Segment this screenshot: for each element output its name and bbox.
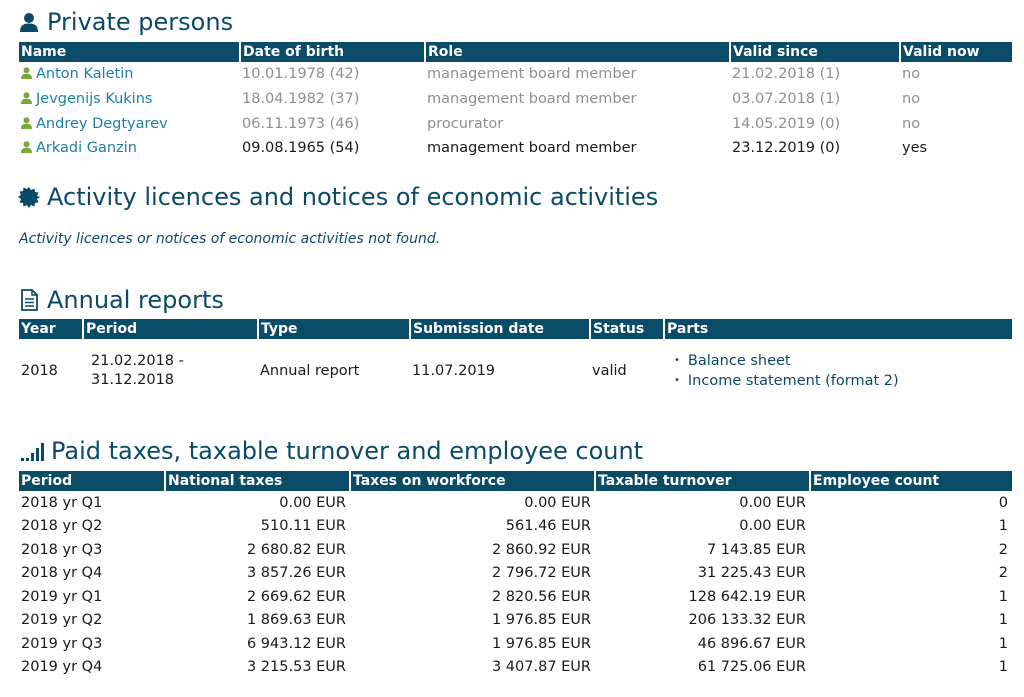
taxable-turnover: 46 896.67 EUR [697,635,806,652]
national-taxes: 1 869.63 EUR [246,612,346,629]
valid-since: 23.12.2019 (0) [732,140,841,157]
activity-licences-heading [18,183,658,211]
period-end: 31.12.2018 [91,372,175,388]
col-year[interactable]: Year [19,319,83,339]
person-icon [21,67,32,79]
table-header-row [19,471,1012,491]
role: procurator [427,115,504,132]
activity-licences-title: Activity licences and notices of economic activities [47,183,659,211]
private-persons-title: Private persons [47,8,234,36]
table-row [19,562,1012,586]
tax-period: 2018 yr Q1 [21,494,103,511]
col-taxable-turnover[interactable]: Taxable turnover [595,471,810,491]
tax-period: 2019 yr Q3 [21,635,103,652]
private-persons-heading [18,8,233,36]
taxable-turnover: 31 225.43 EUR [697,565,806,582]
tax-period: 2018 yr Q2 [21,518,103,535]
taxes-on-workforce: 3 407.87 EUR [491,659,591,676]
taxes-on-workforce: 2 820.56 EUR [491,588,591,605]
employee-count: 1 [998,635,1008,652]
national-taxes: 3 215.53 EUR [246,659,346,676]
table-row [19,87,1012,112]
table-row [19,609,1012,633]
table-header-row [19,319,1012,339]
tax-period: 2018 yr Q4 [21,565,103,582]
valid-now: yes [902,140,928,157]
col-role[interactable]: Role [425,42,730,62]
col-taxes-on-workforce[interactable]: Taxes on workforce [350,471,595,491]
col-employee-count[interactable]: Employee count [810,471,1012,491]
report-parts [664,339,1012,403]
valid-since: 21.02.2018 (1) [732,66,841,83]
report-status: valid [592,363,627,379]
national-taxes: 3 857.26 EUR [246,565,346,582]
paid-taxes-title: Paid taxes, taxable turnover and employee count [51,437,644,465]
employee-count: 2 [998,565,1008,582]
licences-empty-note: Activity licences or notices of economic activities not found. [19,231,441,247]
valid-now: no [902,91,921,108]
user-icon [18,11,40,33]
taxes-on-workforce: 561.46 EUR [505,518,591,535]
col-period[interactable]: Period [19,471,165,491]
person-icon [21,141,32,153]
taxes-on-workforce: 1 976.85 EUR [491,635,591,652]
report-submission-date: 11.07.2019 [412,363,496,379]
person-icon [21,117,32,129]
col-valid-now[interactable]: Valid now [900,42,1012,62]
taxable-turnover: 128 642.19 EUR [688,588,806,605]
tax-period: 2019 yr Q1 [21,588,103,605]
table-row [19,585,1012,609]
valid-now: no [902,66,921,83]
table-row [19,632,1012,656]
table-header-row [19,42,1012,62]
valid-since: 14.05.2019 (0) [732,115,841,132]
table-row [19,136,1012,161]
col-parts[interactable]: Parts [664,319,1012,339]
date-of-birth: 06.11.1973 (46) [242,115,360,132]
col-status[interactable]: Status [590,319,664,339]
col-name[interactable]: Name [19,42,240,62]
taxes-on-workforce: 1 976.85 EUR [491,612,591,629]
role: management board member [427,66,637,83]
taxable-turnover: 7 143.85 EUR [706,541,806,558]
taxable-turnover: 206 133.32 EUR [688,612,806,629]
table-row [19,515,1012,539]
col-period[interactable]: Period [83,319,258,339]
table-row [19,62,1012,87]
paid-taxes-table [19,471,1012,679]
signal-bars-icon [18,440,44,462]
table-row [19,491,1012,515]
col-national-taxes[interactable]: National taxes [165,471,350,491]
date-of-birth: 09.08.1965 (54) [242,140,360,157]
taxable-turnover: 0.00 EUR [739,518,806,535]
report-type: Annual report [260,363,360,379]
annual-reports-table [19,319,1012,403]
employee-count: 2 [998,541,1008,558]
col-date-of-birth[interactable]: Date of birth [240,42,425,62]
taxable-turnover: 61 725.06 EUR [697,659,806,676]
taxes-on-workforce: 2 860.92 EUR [491,541,591,558]
role: management board member [427,140,637,157]
col-valid-since[interactable]: Valid since [730,42,900,62]
tax-period: 2019 yr Q2 [21,612,103,629]
person-icon [21,92,32,104]
role: management board member [427,91,637,108]
national-taxes: 510.11 EUR [260,518,346,535]
report-year: 2018 [21,363,58,379]
document-icon [18,289,40,311]
employee-count: 1 [998,588,1008,605]
taxes-on-workforce: 2 796.72 EUR [491,565,591,582]
date-of-birth: 10.01.1978 (42) [242,66,360,83]
national-taxes: 0.00 EUR [279,494,346,511]
col-type[interactable]: Type [258,319,410,339]
taxable-turnover: 0.00 EUR [739,494,806,511]
national-taxes: 6 943.12 EUR [246,635,346,652]
table-row [19,339,1012,403]
report-period [83,339,258,403]
valid-now: no [902,115,921,132]
certificate-badge-icon [18,186,40,208]
person-name-link[interactable]: Jevgenijs Kukins [36,91,153,108]
part-balance-sheet[interactable]: • Balance sheet [674,351,1010,371]
employee-count: 1 [998,612,1008,629]
tax-period: 2019 yr Q4 [21,659,103,676]
taxes-on-workforce: 0.00 EUR [524,494,591,511]
paid-taxes-heading [18,437,643,465]
table-row [19,538,1012,562]
employee-count: 0 [998,494,1008,511]
person-name-link[interactable]: Arkadi Ganzin [36,140,137,157]
employee-count: 1 [998,518,1008,535]
employee-count: 1 [998,659,1008,676]
table-row [19,111,1012,136]
part-income-statement[interactable]: • Income statement (format 2) [674,371,1010,391]
table-row [19,656,1012,680]
tax-period: 2018 yr Q3 [21,541,103,558]
col-submission-date[interactable]: Submission date [410,319,590,339]
period-start: 21.02.2018 - [91,353,184,369]
valid-since: 03.07.2018 (1) [732,91,841,108]
person-name-link[interactable]: Andrey Degtyarev [36,115,168,132]
national-taxes: 2 669.62 EUR [246,588,346,605]
annual-reports-heading [18,286,224,314]
date-of-birth: 18.04.1982 (37) [242,91,360,108]
annual-reports-title: Annual reports [47,286,224,314]
parts-list [666,351,1010,391]
national-taxes: 2 680.82 EUR [246,541,346,558]
person-name-link[interactable]: Anton Kaletin [36,66,134,83]
private-persons-table [19,42,1012,161]
